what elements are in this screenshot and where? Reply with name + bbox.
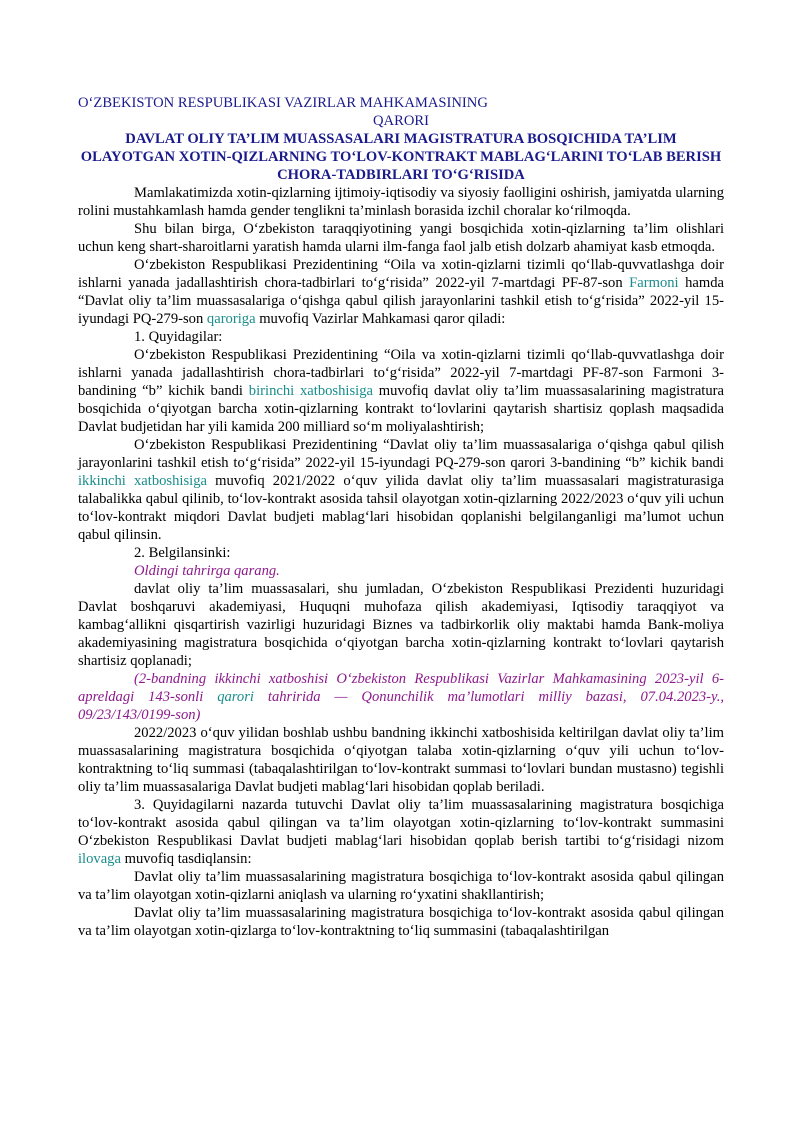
link-previous-edition[interactable]: tahrirga qarang.	[182, 563, 280, 579]
paragraph: Davlat oliy ta’lim muassasalarining magistratura bosqichiga to‘lov-kontrakt asosida qabul qilingan va ta’lim olayotgan xotin-qizlarga to‘lov-kontraktning to‘liq summasini (tabaqalashtirilgan	[78, 905, 724, 939]
paragraph: O‘zbekiston Respublikasi Prezidentining “Oila va xotin-qizlarni tizimli qo‘llab-quvvatlashga doir ishlarni yanada jadallashtirish chora-tadbirlari to‘g‘risida” 2022-yil 7-martdagi PF-87-son Farmoni 3-bandining “b” kichik bandi birinchi xatboshisiga muvofiq davlat oliy ta’lim muassasalarining magistratura bosqichida o‘qiyotgan barcha xotin-qizlarning kontrakt to‘lovlarini qaytarish shartisiz qoplash maqsadida Davlat budjetidan har yili kamida 200 milliard so‘m moliyalashtirish;	[78, 347, 724, 435]
paragraph: 3. Quyidagilarni nazarda tutuvchi Davlat oliy ta’lim muassasalarining magistratura bosqichiga to‘lov-kontrakt asosida qabul qilingan va ta’lim olayotgan xotin-qizlarning to‘lov-kontrakt summasini O‘zbekiston Respublikasi Davlat budjeti mablag‘lari hisobidan qoplab berish tartibi to‘g‘risidagi nizom ilovaga muvofiq tasdiqlansin:	[78, 797, 724, 867]
section-heading-2: 2. Belgilansinki:	[134, 545, 231, 561]
section-heading-1: 1. Quyidagilar:	[134, 329, 223, 345]
paragraph: O‘zbekiston Respublikasi Prezidentining “Oila va xotin-qizlarni tizimli qo‘llab-quvvatlashga doir ishlarni yanada jadallashtirish chora-tadbirlari to‘g‘risida” 2022-yil 7-martdagi PF-87-son Farmoni hamda “Davlat oliy ta’lim muassasalariga o‘qishga qabul qilish jarayonlarini tashkil etish to‘g‘risida” 2022-yil 15-iyundagi PQ-279-son qaroriga muvofiq Vazirlar Mahkamasi qaror qiladi:	[78, 257, 724, 327]
document-type: QARORI	[373, 113, 429, 129]
document-title: DAVLAT OLIY TA’LIM MUASSASALARI MAGISTRATURA BOSQICHIDA TA’LIM OLAYOTGAN XOTIN-QIZLARNING TO‘LOV-KONTRAKT MABLAG‘LARINI TO‘LAB BERISH CHORA-TADBIRLARI TO‘G‘RISIDA	[80, 131, 722, 183]
link-ikkinchi-xatboshisiga[interactable]: ikkinchi xatboshisiga	[78, 473, 207, 489]
link-qaroriga[interactable]: qaroriga	[206, 311, 256, 327]
link-ilovaga[interactable]: ilovaga	[78, 851, 121, 867]
paragraph: 2022/2023 o‘quv yilidan boshlab ushbu bandning ikkinchi xatboshisida keltirilgan davlat oliy ta’lim muassasalarining magistratura bosqichida o‘qiyotgan talaba xotin-qizlarning o‘quv yili uchun to‘lov-kontraktning to‘liq summasi (tabaqalashtirilgan to‘lov-kontrakt summasi to‘lovlari bundan mustasno) tegishli oliy ta’lim muassasalariga Davlat budjeti mablag‘lari hisobidan qoplab beriladi.	[78, 725, 724, 795]
paragraph: Shu bilan birga, O‘zbekiston taraqqiyotining yangi bosqichida xotin-qizlarning ta’lim olishlari uchun keng shart-sharoitlarni yaratish hamda ularni ilm-fanga faol jalb etish dolzarb ahamiyat kasb etmoqda.	[78, 221, 724, 255]
link-farmoni[interactable]: Farmoni	[629, 275, 679, 291]
document-page	[78, 94, 724, 940]
paragraph: davlat oliy ta’lim muassasalari, shu jumladan, O‘zbekiston Respublikasi Prezidenti huzuridagi Davlat boshqaruvi akademiyasi, Huquqni muhofaza qilish akademiyasi, Iqtisodiy taraqqiyot va kambag‘allikni qisqartirish vazirligi huzuridagi Biznes va tadbirkorlik oliy maktabi hamda Bank-moliya akademiyasining magistratura bosqichida o‘qiyotgan barcha xotin-qizlarning kontrakt to‘lovlari qaytarish shartisiz qoplanadi;	[78, 581, 724, 669]
paragraph: O‘zbekiston Respublikasi Prezidentining “Davlat oliy ta’lim muassasalariga o‘qishga qabul qilish jarayonlarini tashkil etish to‘g‘risida” 2022-yil 15-iyundagi PQ-279-son qarori 3-bandining “b” kichik bandi ikkinchi xatboshisiga muvofiq 2021/2022 o‘quv yilida davlat oliy ta’lim muassasalari magistraturasiga talabalikka qabul qilinib, to‘lov-kontrakt asosida tahsil olayotgan xotin-qizlarning 2022/2023 o‘quv yili uchun to‘lov-kontrakt miqdori Davlat budjeti mablag‘lari hisobidan qoplanishi belgilanganligi ma’lumot uchun qabul qilinsin.	[78, 437, 724, 543]
link-qarori[interactable]: qarori	[217, 689, 254, 705]
previous-edition-note: Oldingi tahrirga qarang.	[134, 563, 280, 579]
issuer-line: O‘ZBEKISTON RESPUBLIKASI VAZIRLAR MAHKAMASINING	[78, 95, 488, 111]
link-birinchi-xatboshisiga[interactable]: birinchi xatboshisiga	[248, 383, 373, 399]
paragraph: Mamlakatimizda xotin-qizlarning ijtimoiy-iqtisodiy va siyosiy faolligini oshirish, jamiyatda ularning rolini mustahkamlash hamda gender tenglikni ta’minlash borasida izchil choralar ko‘rilmoqda.	[78, 185, 724, 219]
paragraph: Davlat oliy ta’lim muassasalarining magistratura bosqichiga to‘lov-kontrakt asosida qabul qilingan va ta’lim olayotgan xotin-qizlarni aniqlash va ularning ro‘yxatini shakllantirish;	[78, 869, 724, 903]
amendment-note: (2-bandning ikkinchi xatboshisi O‘zbekiston Respublikasi Vazirlar Mahkamasining 2023-yil 6-apreldagi 143-sonli qarori tahririda — Qonunchilik ma’lumotlari milliy bazasi, 07.04.2023-y., 09/23/143/0199-son)	[78, 671, 724, 723]
